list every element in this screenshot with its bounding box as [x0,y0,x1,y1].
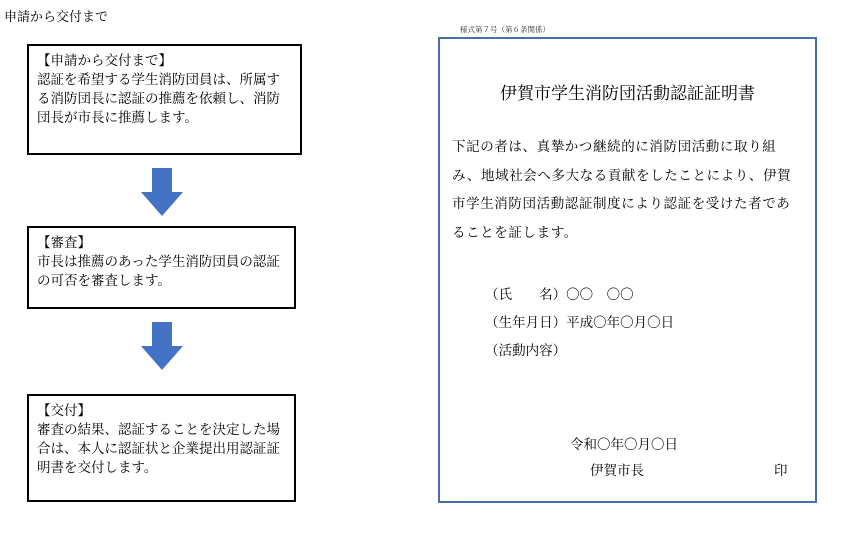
seal-mark: 印 [774,463,788,479]
down-arrow-icon [141,322,183,370]
step-text: 審査の結果、認証することを決定した場合は、本人に認証状と企業提出用認証証明書を交付します。 [37,422,280,476]
step-application [27,44,302,155]
certificate-sample [438,37,817,503]
field-label: （生年月日） [485,315,567,331]
field-label: （氏 名） [485,287,567,303]
step-issuance [27,394,296,502]
certificate-date: 令和〇年〇月〇日 [570,437,678,453]
form-number-label: 様式第７号（第６条関係） [460,25,550,34]
page-title: 申請から交付まで [4,10,109,25]
field-value: 平成〇年〇月〇日 [566,315,675,331]
down-arrow-icon [141,168,183,216]
field-label: （活動内容） [485,343,567,359]
step-text: 市長は推薦のあった学生消防団員の認証の可否を審査します。 [37,254,280,289]
field-activity [468,323,566,375]
step-review [27,226,296,309]
step-heading: 【申請から交付まで】 [37,53,172,69]
certificate-body: 下記の者は、真摯かつ継続的に消防団活動に取り組み、地域社会へ多大なる貢献をしたことにより、伊賀市学生消防団活動認証制度により認証を受けた者であることを証します。 [452,139,792,241]
certificate-issuer: 伊賀市長 [590,463,644,479]
step-heading: 【交付】 [37,403,91,419]
step-heading: 【審査】 [37,235,91,251]
field-value: 〇〇 〇〇 [566,287,634,303]
step-text: 認証を希望する学生消防団員は、所属する消防団長に認証の推薦を依頼し、消防団長が市長に推薦します。 [37,72,280,126]
certificate-title: 伊賀市学生消防団活動認証証明書 [500,84,755,104]
